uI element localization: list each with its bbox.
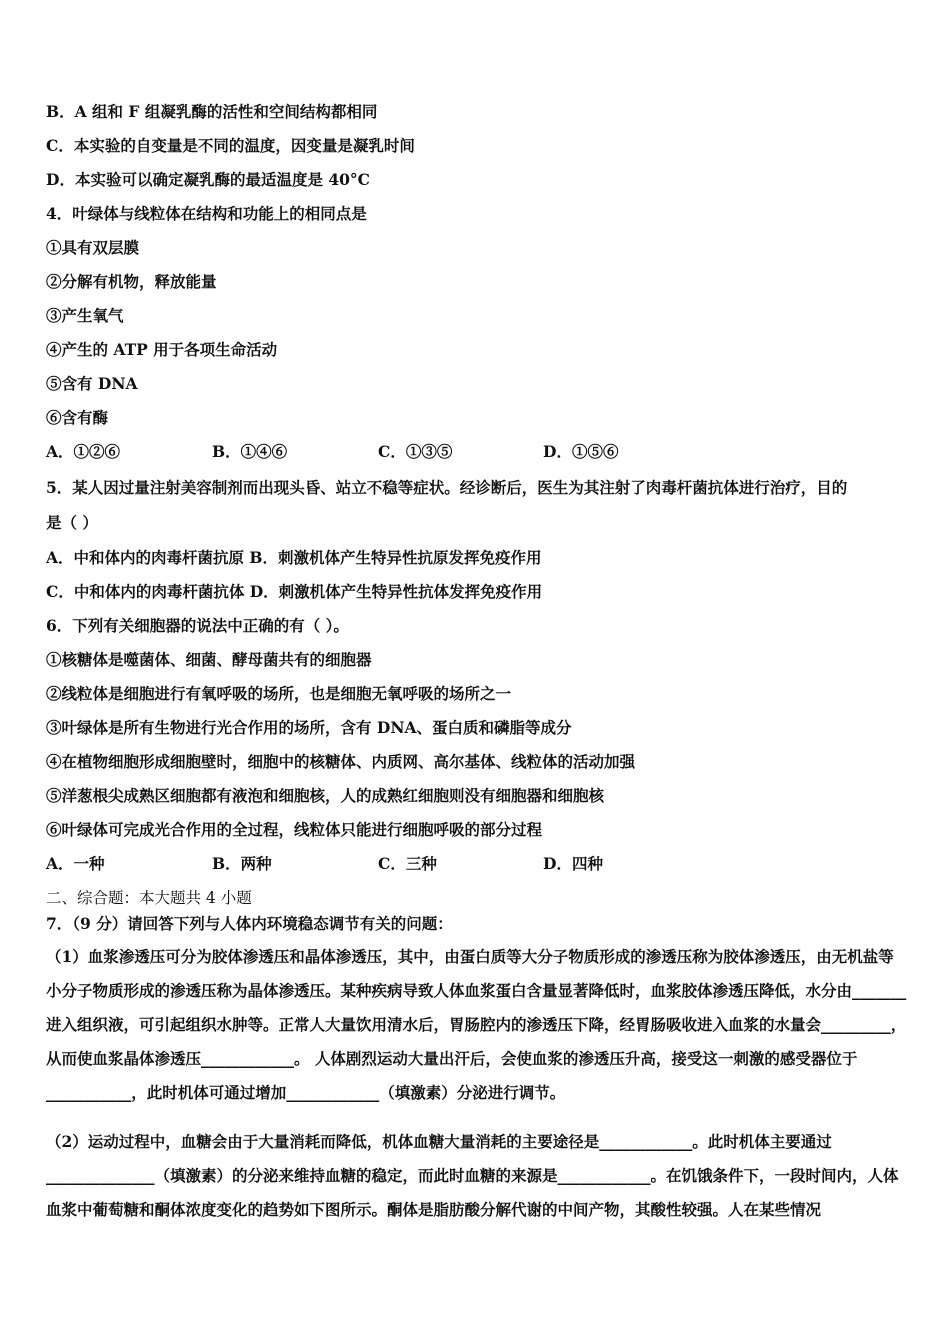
q4-stem: 4．叶绿体与线粒体在结构和功能上的相同点是: [46, 204, 367, 223]
q5-options-line2: C．中和体内的肉毒杆菌抗体 D．刺激机体产生特异性抗体发挥免疫作用: [46, 582, 543, 601]
q3-option-d: D．本实验可以确定凝乳酶的最适温度是 40°C: [46, 170, 370, 189]
q5-options-line1: A．中和体内的肉毒杆菌抗原 B．刺激机体产生特异性抗原发挥免疫作用: [46, 548, 542, 567]
q4-option-c: C．①③⑤: [378, 442, 453, 461]
q6-item: ⑤洋葱根尖成熟区细胞都有液泡和细胞核，人的成熟红细胞则没有细胞器和细胞核: [46, 786, 605, 805]
q4-item: ⑥含有酶: [46, 408, 109, 427]
q4-option-a: A．①②⑥: [46, 442, 121, 461]
q6-item: ⑥叶绿体可完成光合作用的全过程，线粒体只能进行细胞呼吸的部分过程: [46, 820, 543, 839]
q6-item: ①核糖体是噬菌体、细菌、酵母菌共有的细胞器: [46, 650, 372, 669]
q6-item: ②线粒体是细胞进行有氧呼吸的场所，也是细胞无氧呼吸的场所之一: [46, 684, 512, 703]
q6-option-a: A．一种: [46, 854, 105, 873]
q6-stem: 6．下列有关细胞器的说法中正确的有（ ）。: [46, 616, 349, 635]
q6-option-c: C．三种: [378, 854, 437, 873]
q6-item: ④在植物细胞形成细胞壁时，细胞中的核糖体、内质网、高尔基体、线粒体的活动加强: [46, 752, 636, 771]
q6-options: [46, 854, 906, 874]
q7-stem: 7．（9 分）请回答下列与人体内环境稳态调节有关的问题：: [46, 914, 453, 933]
q6-item: ③叶绿体是所有生物进行光合作用的场所，含有 DNA、蛋白质和磷脂等成分: [46, 718, 572, 737]
q3-option-b: B．A 组和 F 组凝乳酶的活性和空间结构都相同: [46, 102, 378, 121]
q3-option-c: C．本实验的自变量是不同的温度，因变量是凝乳时间: [46, 136, 415, 155]
q4-option-d: D．①⑤⑥: [543, 442, 619, 461]
q4-option-b: B．①④⑥: [212, 442, 288, 461]
q4-options: [46, 442, 906, 462]
q6-option-b: B．两种: [212, 854, 272, 873]
q5-stem-line2: 是（ ）: [46, 513, 98, 532]
q7-part2: （2）运动过程中，血糖会由于大量消耗而降低，机体血糖大量消耗的主要途径是____________。此时机体主要通过______________（填激素）的分泌来维持血糖的稳定，而此时血糖的来源是____________。在饥饿条件下，一段时间内，人体血浆中葡萄糖和酮体浓度变化的趋势如下图所示。酮体是脂肪酸分解代谢的中间产物，其酸性较强。人在某些情况: [46, 1132, 899, 1219]
q4-item: ③产生氧气: [46, 306, 124, 325]
q5-stem-line1: 5．某人因过量注射美容制剂而出现头昏、站立不稳等症状。经诊断后，医生为其注射了肉毒杆菌抗体进行治疗，目的: [46, 478, 848, 497]
q4-item: ④产生的 ATP 用于各项生命活动: [46, 340, 278, 359]
q4-item: ⑤含有 DNA: [46, 374, 138, 393]
section-heading: 二、综合题：本大题共 4 小题: [46, 889, 252, 907]
q7-part1: （1）血浆渗透压可分为胶体渗透压和晶体渗透压，其中，由蛋白质等大分子物质形成的渗透压称为胶体渗透压，由无机盐等小分子物质形成的渗透压称为晶体渗透压。某种疾病导致人体血浆蛋白含量显著降低时，血浆胶体渗透压降低，水分由_______进入组织液，可引起组织水肿等。正常人大量饮用清水后，胃肠腔内的渗透压下降，经胃肠吸收进入血浆的水量会_________，从而使血浆晶体渗透压____________。 人体剧烈运动大量出汗后，会使血浆的渗透压升高，接受这一刺激的感受器位于___________，此时机体可通过增加____________（填激素）分泌进行调节。: [46, 947, 907, 1102]
q6-option-d: D．四种: [543, 854, 603, 873]
q4-item: ①具有双层膜: [46, 238, 140, 257]
q4-item: ②分解有机物，释放能量: [46, 272, 217, 291]
